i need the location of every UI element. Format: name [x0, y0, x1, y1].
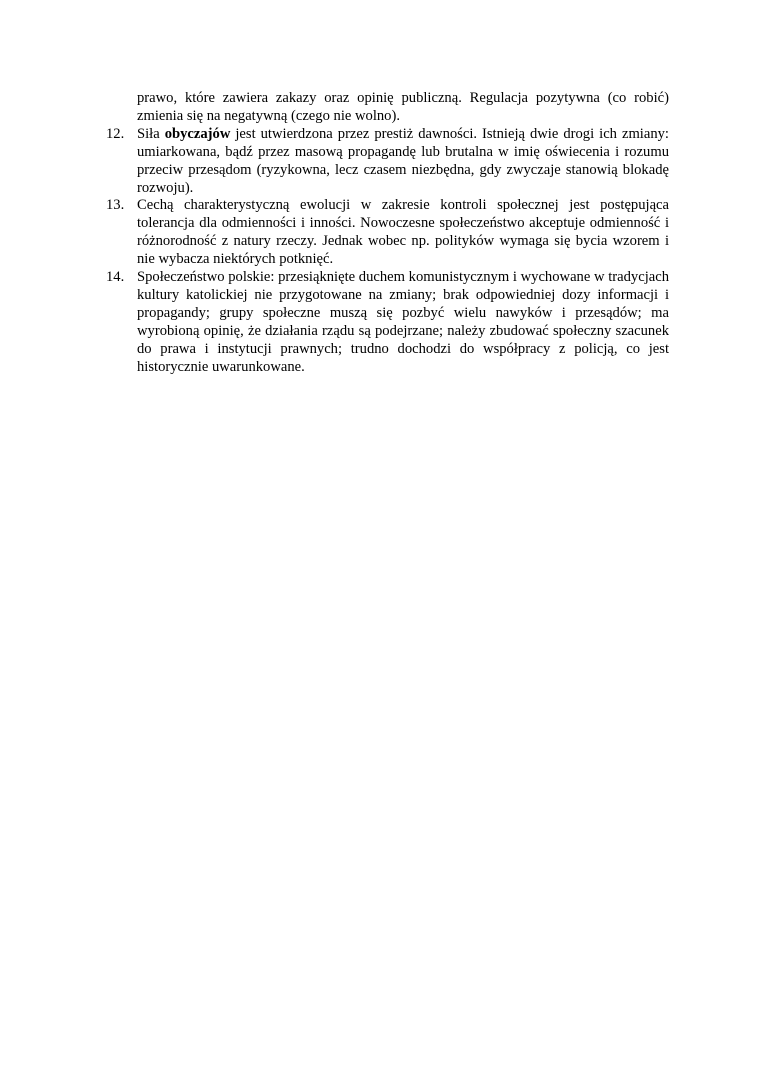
list-item-14	[106, 269, 669, 376]
document-body	[106, 90, 669, 377]
list-item-text	[137, 126, 669, 196]
list-item-number: 12.	[106, 125, 125, 142]
list-item-number: 13.	[106, 197, 125, 214]
bold-term: obyczajów	[164, 125, 231, 142]
list-item-text-after: jest utwierdzona przez prestiż dawności. Istnieją dwie drogi ich zmiany: umiarkowana, bądź przez masową propagandę lub brutalna w imię oświecenia i rozumu przeciw przesądom (ryzykowna, lecz czasem niezbędna, gdy zwyczaje stanowią blokadę rozwoju).	[137, 125, 669, 196]
list-item-12	[106, 126, 669, 198]
continuation-paragraph: prawo, które zawiera zakazy oraz opinię publiczną. Regulacja pozytywna (co robić) zmienia się na negatywną (czego nie wolno).	[137, 90, 669, 124]
list-item-text-before: Siła	[137, 125, 165, 142]
list-item-number: 14.	[106, 269, 125, 286]
list-item-13	[106, 197, 669, 269]
list-item-text: Społeczeństwo polskie: przesiąknięte duchem komunistycznym i wychowane w tradycjach kultury katolickiej nie przygotowane na zmiany; brak odpowiedniej dozy informacji i propagandy; grupy społeczne muszą się pozbyć wielu nawyków i przesądów; ma wyrobioną opinię, że działania rządu są podejrzane; należy zbudować społeczny szacunek do prawa i instytucji prawnych; trudno dochodzi do współpracy z policją, co jest historycznie uwarunkowane.	[137, 269, 669, 375]
list-item-text: Cechą charakterystyczną ewolucji w zakresie kontroli społecznej jest postępująca tolerancja dla odmienności i inności. Nowoczesne społeczeństwo akceptuje odmienność i różnorodność z natury rzeczy. Jednak wobec np. polityków wymaga się bycia wzorem i nie wybacza niektórych potknięć.	[137, 197, 669, 268]
